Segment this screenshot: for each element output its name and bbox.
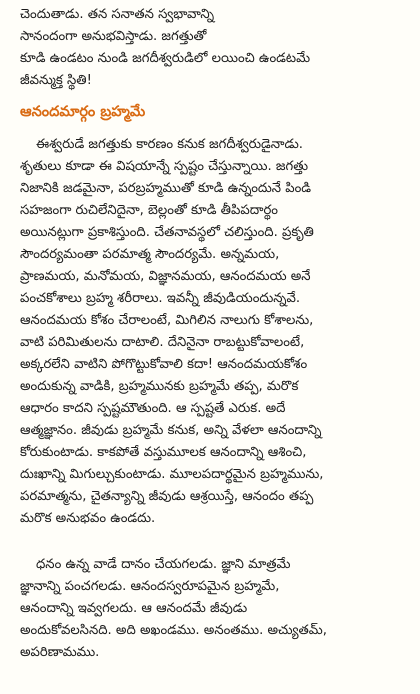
paragraph-line: కోరుకుంటాడు. కాకపోతే వస్తుమూలక ఆనందాన్ని ఆశించి, — [20, 445, 307, 460]
paragraph-line: జ్ఞానాన్ని పంచగలడు. ఆనందస్వరూపమైన బ్రహ్మమే, — [20, 579, 280, 594]
paragraph-line: సహజంగా రుచిలేనిదైనా, బెల్లంతో కూడి తీపిపదార్థం — [20, 203, 278, 218]
paragraph-line: ఆనందమయ కోశం చేరాలంటే, మిగిలిన నాలుగు కోశాలను, — [20, 313, 314, 328]
intro-line: చెందుతాడు. తన సనాతన స్వభావాన్ని — [20, 7, 215, 22]
paragraph-line: మరొక అనుభవం ఉండదు. — [20, 511, 156, 526]
paragraph-line: వాటి పరిమితులను దాటాలి. దేనినైనా రాబట్టుకోవాలంటే, — [20, 335, 305, 350]
intro-line: సానందంగా అనుభవిస్తాడు. జగత్తుతో — [20, 29, 207, 44]
intro-line: జీవన్ముక్త స్థితి! — [20, 73, 92, 88]
paragraph-line: ధనం ఉన్న వాడే దానం చేయగలడు. జ్ఞాని మాత్రమే — [36, 557, 291, 572]
paragraph-line: పరమాత్మను, చైతన్యాన్ని జీవుడు ఆశ్రయిస్తే, ఆనందం తప్ప — [20, 489, 314, 504]
paragraph-line: దుఃఖాన్ని మిగుల్చుకుంటాడు. మూలపదార్థమైన బ్రహ్మమును, — [20, 467, 324, 482]
paragraph-line: పంచకోశాలు బ్రహ్మ శరీరాలు. ఇవన్నీ జీవుడియందున్నవే. — [20, 291, 301, 306]
paragraph-line: ఆత్మజ్ఞానం. జీవుడు బ్రహ్మమే కనుక, అన్ని వేళలా ఆనందాన్ని — [20, 423, 322, 438]
paragraph-line: సౌందర్యమంతా పరమాత్మ సౌందర్యమే. అన్నమయ, — [20, 247, 280, 262]
paragraph-line: అక్కరలేని వాటిని పోగొట్టుకోవాలి కదా! ఆనందమయకోశం — [20, 357, 308, 372]
paragraph-line: అందుకోవలసినది. అది అఖండము. అనంతము. అచ్యుతమ్, — [20, 623, 327, 638]
paragraph-line: అయినట్లుగా ప్రకాశిస్తుంది. చేతనావస్థలో చలిస్తుంది. ప్రకృతి — [20, 225, 314, 240]
intro-line: కూడి ఉండటం నుండి జగదీశ్వరుడిలో లయించి ఉండటమే — [20, 51, 311, 66]
paragraph-line: ప్రాణమయ, మనోమయ, విజ్ఞానమయ, ఆనందమయ అనే — [20, 269, 311, 284]
paragraph-line: నిజానికి జడమైనా, పరబ్రహ్మముతో కూడి ఉన్నందునే పిండి — [20, 181, 312, 196]
section-heading: ఆనందమార్గం బ్రహ్మమే — [20, 104, 146, 120]
paragraph-line: శృతులు కూడా ఈ విషయాన్నే స్పష్టం చేస్తున్నాయి. జగత్తు — [20, 159, 309, 174]
paragraph-line: అపరిణామము. — [20, 645, 100, 660]
paragraph-line: ఆనందాన్ని ఇవ్వగలదు. ఆ ఆనందమే జీవుడు — [20, 601, 248, 616]
paragraph-line: అందుకున్న వాడికి, బ్రహ్మమునకు బ్రహ్మమే తప్ప, మరొక — [20, 379, 299, 394]
paragraph-line: ఈశ్వరుడే జగత్తుకు కారణం కనుక జగదీశ్వరుడైనాడు. — [36, 137, 303, 152]
paragraph-line: ఆధారం కాదని స్పష్టమౌతుంది. ఆ స్పష్టతే ఎరుక. అదే — [20, 401, 286, 416]
